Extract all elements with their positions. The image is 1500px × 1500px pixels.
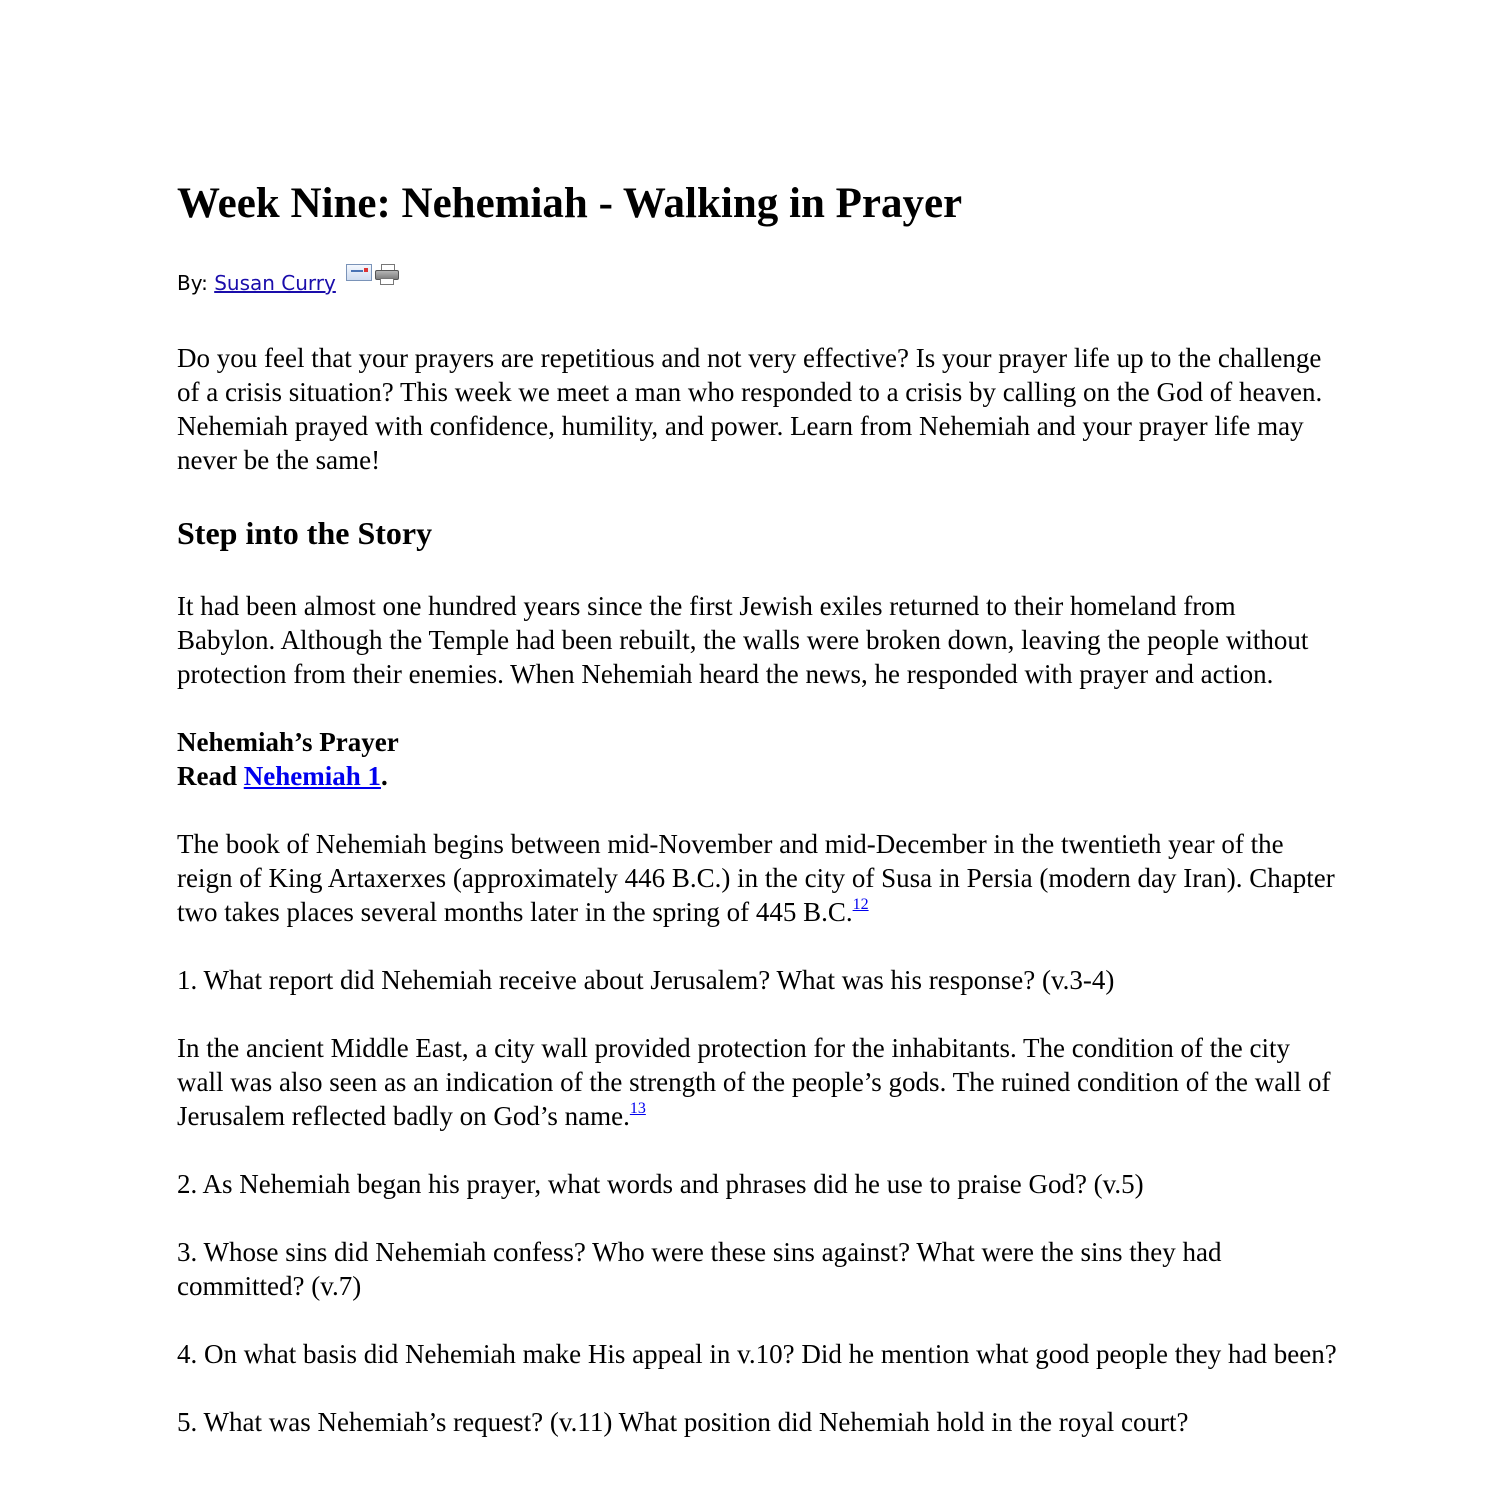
byline bbox=[177, 268, 1337, 298]
byline-prefix: By: bbox=[177, 271, 208, 295]
question-2: 2. As Nehemiah began his prayer, what words and phrases did he use to praise God? (v.5) bbox=[177, 1169, 1144, 1199]
question-4: 4. On what basis did Nehemiah make His appeal in v.10? Did he mention what good people they had been? bbox=[177, 1339, 1337, 1369]
question-3: 3. Whose sins did Nehemiah confess? Who were these sins against? What were the sins they had committed? (v.7) bbox=[177, 1237, 1222, 1301]
email-icon[interactable] bbox=[346, 264, 372, 281]
footnote-13 bbox=[630, 1100, 646, 1117]
wall-paragraph bbox=[177, 1031, 1337, 1133]
footnote-link-12[interactable]: 12 bbox=[852, 896, 869, 913]
share-icons bbox=[346, 264, 400, 286]
wall-text: In the ancient Middle East, a city wall provided protection for the inhabitants. The condition of the city wall was also seen as an indication of the strength of the people’s gods. The ruined condition of the wall of Jerusalem reflected badly on God’s name. bbox=[177, 1033, 1331, 1131]
question-1: 1. What report did Nehemiah receive about Jerusalem? What was his response? (v.3-4) bbox=[177, 965, 1115, 995]
author-link[interactable]: Susan Curry bbox=[214, 271, 336, 295]
read-prefix: Read bbox=[177, 761, 237, 791]
subsection-header bbox=[177, 725, 1337, 793]
footnote-12 bbox=[853, 896, 869, 913]
print-icon[interactable] bbox=[374, 264, 400, 286]
footnote-link-13[interactable]: 13 bbox=[629, 1100, 646, 1117]
read-instruction bbox=[177, 759, 1337, 793]
question-5: 5. What was Nehemiah’s request? (v.11) What position did Nehemiah hold in the royal court? bbox=[177, 1407, 1189, 1437]
section-heading: Step into the Story bbox=[177, 515, 433, 551]
context-paragraph bbox=[177, 827, 1337, 929]
document-page bbox=[177, 178, 1337, 1439]
story-paragraph: It had been almost one hundred years since the first Jewish exiles returned to their homeland from Babylon. Although the Temple had been rebuilt, the walls were broken down, leaving the people without protection from their enemies. When Nehemiah heard the news, he responded with prayer and action. bbox=[177, 591, 1309, 689]
read-suffix: . bbox=[381, 761, 388, 791]
intro-paragraph: Do you feel that your prayers are repetitious and not very effective? Is your prayer life up to the challenge of a crisis situation? This week we meet a man who responded to a crisis by calling on the God of heaven. Nehemiah prayed with confidence, humility, and power. Learn from Nehemiah and your prayer life may never be the same! bbox=[177, 343, 1323, 475]
context-text: The book of Nehemiah begins between mid-November and mid-December in the twentieth year of the reign of King Artaxerxes (approximately 446 B.C.) in the city of Susa in Persia (modern day Iran). Chapter two takes places several months later in the spring of 445 B.C. bbox=[177, 829, 1335, 927]
subsection-title: Nehemiah’s Prayer bbox=[177, 727, 399, 757]
page-title: Week Nine: Nehemiah - Walking in Prayer bbox=[177, 180, 963, 227]
scripture-link[interactable]: Nehemiah 1 bbox=[243, 761, 381, 791]
